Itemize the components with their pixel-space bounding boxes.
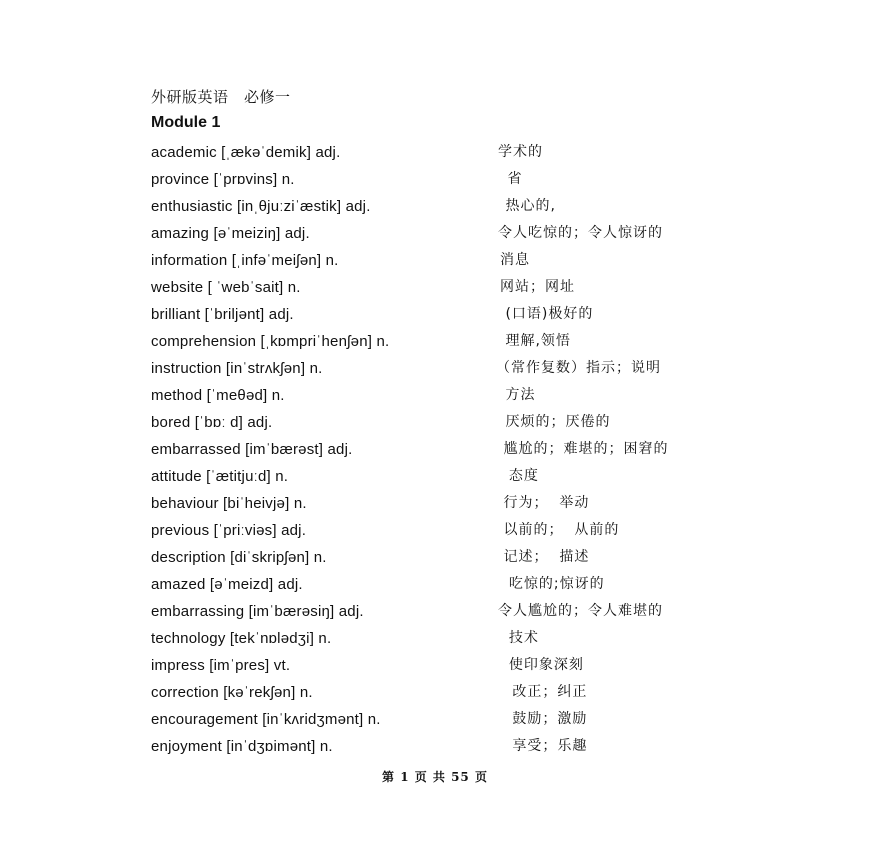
vocab-term: correction [kəˈrekʃən] n.	[151, 684, 313, 701]
vocab-row	[0, 490, 870, 517]
vocab-row	[0, 220, 870, 247]
vocab-row	[0, 598, 870, 625]
vocab-meaning: 记述； 描述	[498, 549, 590, 565]
vocab-meaning: 网站；网址	[500, 279, 575, 295]
vocab-meaning: 吃惊的;惊讶的	[498, 576, 605, 592]
vocab-term: embarrassed [imˈbærəst] adj.	[151, 441, 353, 458]
vocab-meaning: 行为； 举动	[498, 495, 590, 511]
vocab-term: amazed [əˈmeizd] adj.	[151, 576, 303, 593]
vocab-meaning: 技术	[498, 630, 539, 646]
vocab-term: behaviour [biˈheivjə] n.	[151, 495, 307, 512]
vocab-row	[0, 409, 870, 436]
vocab-meaning: 令人尴尬的；令人难堪的	[498, 603, 663, 619]
vocab-meaning: 态度	[498, 468, 539, 484]
vocab-meaning: 令人吃惊的；令人惊讶的	[498, 225, 663, 241]
vocab-meaning: 厌烦的；厌倦的	[500, 414, 611, 430]
vocab-row	[0, 193, 870, 220]
vocab-meaning: 改正；纠正	[496, 684, 588, 700]
vocab-meaning: 理解,领悟	[500, 333, 571, 349]
vocab-row	[0, 301, 870, 328]
vocab-row	[0, 517, 870, 544]
vocab-row	[0, 355, 870, 382]
vocab-term: website [ ˈwebˈsait] n.	[151, 279, 301, 296]
vocab-meaning: 省	[502, 171, 523, 187]
vocab-meaning: （常作复数）指示；说明	[496, 360, 661, 376]
vocab-term: attitude [ˈætitjuːd] n.	[151, 468, 289, 485]
vocab-row	[0, 706, 870, 733]
page-footer: 第 1 页 共 55 页	[382, 770, 488, 784]
vocab-term: academic [ˌækəˈdemik] adj.	[151, 144, 341, 161]
vocab-meaning: 学术的	[498, 144, 543, 160]
vocab-term: description [diˈskripʃən] n.	[151, 549, 327, 566]
vocab-term: amazing [əˈmeiziŋ] adj.	[151, 225, 310, 242]
vocab-row	[0, 463, 870, 490]
vocab-row	[0, 679, 870, 706]
vocab-row	[0, 625, 870, 652]
vocab-row	[0, 733, 870, 760]
vocab-meaning: 享受；乐趣	[496, 738, 588, 754]
vocab-row	[0, 166, 870, 193]
vocab-meaning: 以前的； 从前的	[498, 522, 620, 538]
vocab-row	[0, 652, 870, 679]
vocab-row	[0, 274, 870, 301]
vocab-row	[0, 139, 870, 166]
vocab-meaning: 方法	[500, 387, 536, 403]
vocab-term: embarrassing [imˈbærəsiŋ] adj.	[151, 603, 364, 620]
vocab-meaning: 使印象深刻	[498, 657, 584, 673]
vocab-term: impress [imˈpres] vt.	[151, 657, 291, 674]
vocab-term: enthusiastic [inˌθjuːziˈæstik] adj.	[151, 198, 371, 215]
vocab-row	[0, 247, 870, 274]
vocab-term: bored [ˈbɒː d] adj.	[151, 414, 273, 431]
vocab-term: encouragement [inˈkʌridʒmənt] n.	[151, 711, 381, 728]
vocab-term: method [ˈmeθəd] n.	[151, 387, 285, 404]
vocab-term: comprehension [ˌkɒmpriˈhenʃən] n.	[151, 333, 390, 350]
vocab-term: information [ˌinfəˈmeiʃən] n.	[151, 252, 339, 269]
module-heading: Module 1	[151, 114, 221, 131]
vocab-row	[0, 544, 870, 571]
vocab-meaning: 消息	[500, 252, 530, 268]
vocab-meaning: (口语)极好的	[500, 306, 594, 322]
vocab-meaning: 鼓励；激励	[496, 711, 588, 727]
vocab-term: brilliant [ˈbriljənt] adj.	[151, 306, 294, 323]
vocab-term: instruction [inˈstrʌkʃən] n.	[151, 360, 323, 377]
vocab-meaning: 尴尬的；难堪的；困窘的	[498, 441, 669, 457]
vocab-term: enjoyment [inˈdʒɒimənt] n.	[151, 738, 333, 755]
vocab-meaning: 热心的,	[500, 198, 556, 214]
vocab-row	[0, 328, 870, 355]
vocab-term: province [ˈprɒvins] n.	[151, 171, 295, 188]
vocab-term: technology [tekˈnɒlədʒi] n.	[151, 630, 332, 647]
document-title: 外研版英语 必修一	[151, 88, 291, 106]
vocab-term: previous [ˈpriːviəs] adj.	[151, 522, 307, 539]
vocab-row	[0, 571, 870, 598]
vocab-row	[0, 382, 870, 409]
vocab-row	[0, 436, 870, 463]
vocabulary-list	[0, 139, 870, 760]
